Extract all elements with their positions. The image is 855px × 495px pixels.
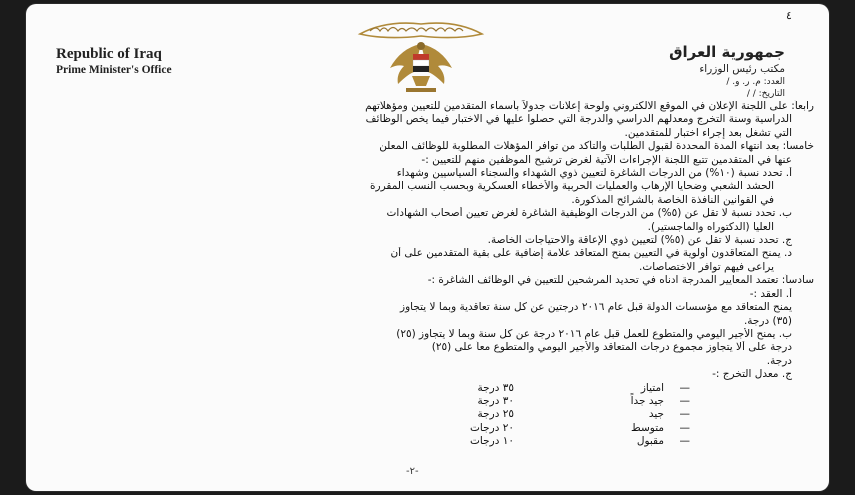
page-number: ٤ xyxy=(786,9,792,22)
arabic-header xyxy=(565,42,785,100)
grade-label: امتياز xyxy=(640,381,664,394)
paragraph-line: العليا (الدكتوراه والماجستير). xyxy=(647,220,774,233)
paragraph-line: ج. تحدد نسبة لا تقل عن (٥%) لتعيين ذوي الإعاقة والاحتياجات الخاصة. xyxy=(487,234,792,247)
paragraph-line: ب. يمنح الأجير اليومي والمتطوع للعمل قبل عام ٢٠١٦ درجة عن كل سنة وبما لا يتجاوز (٢٥) xyxy=(396,327,792,340)
paragraph-line: عنها في المتقدمين تتبع اللجنة الإجراءات الآتية لغرض ترشيح الموظفين منهم للتعيين :- xyxy=(421,153,792,166)
grade-label: مقبول xyxy=(636,435,664,448)
paragraph-line: في القوانين النافذة الخاصة بالشرائح المذكورة. xyxy=(571,193,774,206)
paragraph-line: د. يمنح المتعاقدون أولوية في التعيين بمنح المتعاقد علامة إضافية على بقية المتقدمين على أن xyxy=(390,247,792,260)
grade-label: متوسط xyxy=(631,421,664,434)
grade-row xyxy=(42,395,814,408)
grade-dash: — xyxy=(679,381,690,394)
header-country-en: Republic of Iraq xyxy=(56,46,162,62)
paragraph-line: التي تشغل بعد إجراء اختبار للمتقدمين. xyxy=(624,126,792,139)
paragraph-line: سادساً: تعتمد المعايير المدرجة ادناه في تحديد المرشحين للتعيين في الوظائف الشاغرة :- xyxy=(427,274,814,287)
paragraph-line: رابعاً: على اللجنة الإعلان في الموقع الالكتروني ولوحة إعلانات جدولاً بأسماء المتقدمين للتعيين ومؤهلاتهم xyxy=(365,100,814,112)
header-office-en: Prime Minister's Office xyxy=(56,64,172,76)
grade-label: جيد جداً xyxy=(630,394,664,407)
paragraph-line: ب. تحدد نسبة لا تقل عن (٥%) من الدرجات الوظيفية الشاغرة لغرض تعيين أصحاب الشهادات xyxy=(386,207,792,220)
paragraph-line: (٣٥) درجة. xyxy=(743,314,792,327)
paragraph-line: درجة على ألا يتجاوز مجموع درجات المتعاقد والأجير اليومي والمتطوع معاً على (٢٥) xyxy=(431,341,792,354)
english-header xyxy=(56,46,288,77)
header-country-ar: جمهورية العراق xyxy=(669,43,785,61)
footer-page-marker: -٢- xyxy=(406,466,419,477)
grade-row xyxy=(42,382,814,395)
paragraph-line: أ. العقد :- xyxy=(749,287,792,300)
grade-dash: — xyxy=(679,421,690,434)
grade-row xyxy=(42,435,814,448)
grade-points: ٢٥ درجة xyxy=(477,408,514,421)
grade-row xyxy=(42,422,814,435)
grade-dash: — xyxy=(679,394,690,407)
grade-dash: — xyxy=(679,408,690,421)
paragraph-line: درجة. xyxy=(766,354,792,367)
grade-points: ٣٠ درجة xyxy=(477,394,514,407)
paragraph-line: ج. معدل التخرج :- xyxy=(712,368,792,381)
paragraph-line: يمنح المتعاقد مع مؤسسات الدولة قبل عام ٢٠١٦ درجتين عن كل سنة تعاقدية وبما لا يتجاوز xyxy=(400,301,792,314)
grade-label: جيد xyxy=(648,408,664,421)
grade-points: ٢٠ درجات xyxy=(470,421,514,434)
paragraph-line: خامساً: بعد انتهاء المدة المحددة لقبول الطلبات والتأكد من توافر المؤهلات المطلوبة للوظائف المعلن xyxy=(379,140,814,153)
grade-points: ١٠ درجات xyxy=(470,435,514,448)
iraq-eagle-emblem-icon xyxy=(346,14,496,102)
grade-row xyxy=(42,408,814,421)
header-number-field: العدد: م. ر. و. / xyxy=(726,77,785,87)
paragraph-line: الحشد الشعبي وضحايا الإرهاب والعمليات الحربية والأخطاء العسكرية وبحسب النسب المقررة xyxy=(370,180,774,193)
paragraph-line: الدراسية وسنة التخرج ومعدلهم الدراسي والدرجة التي حصلوا عليها في الاختبار فيما يخص الوظائف xyxy=(365,113,792,126)
document-body xyxy=(42,100,814,448)
document-page xyxy=(26,4,829,491)
paragraph-line: أ. تحدد نسبة (١٠%) من الدرجات الشاغرة لتعيين ذوي الشهداء والسجناء السياسيين وشهداء xyxy=(396,167,792,180)
header-date-field: التاريخ: / / xyxy=(746,89,785,99)
grade-dash: — xyxy=(679,435,690,448)
paragraph-line: يراعى فيهم توافر الاختصاصات. xyxy=(639,260,774,273)
grade-points: ٣٥ درجة xyxy=(477,381,514,394)
header-office-ar: مكتب رئيس الوزراء xyxy=(699,63,785,75)
